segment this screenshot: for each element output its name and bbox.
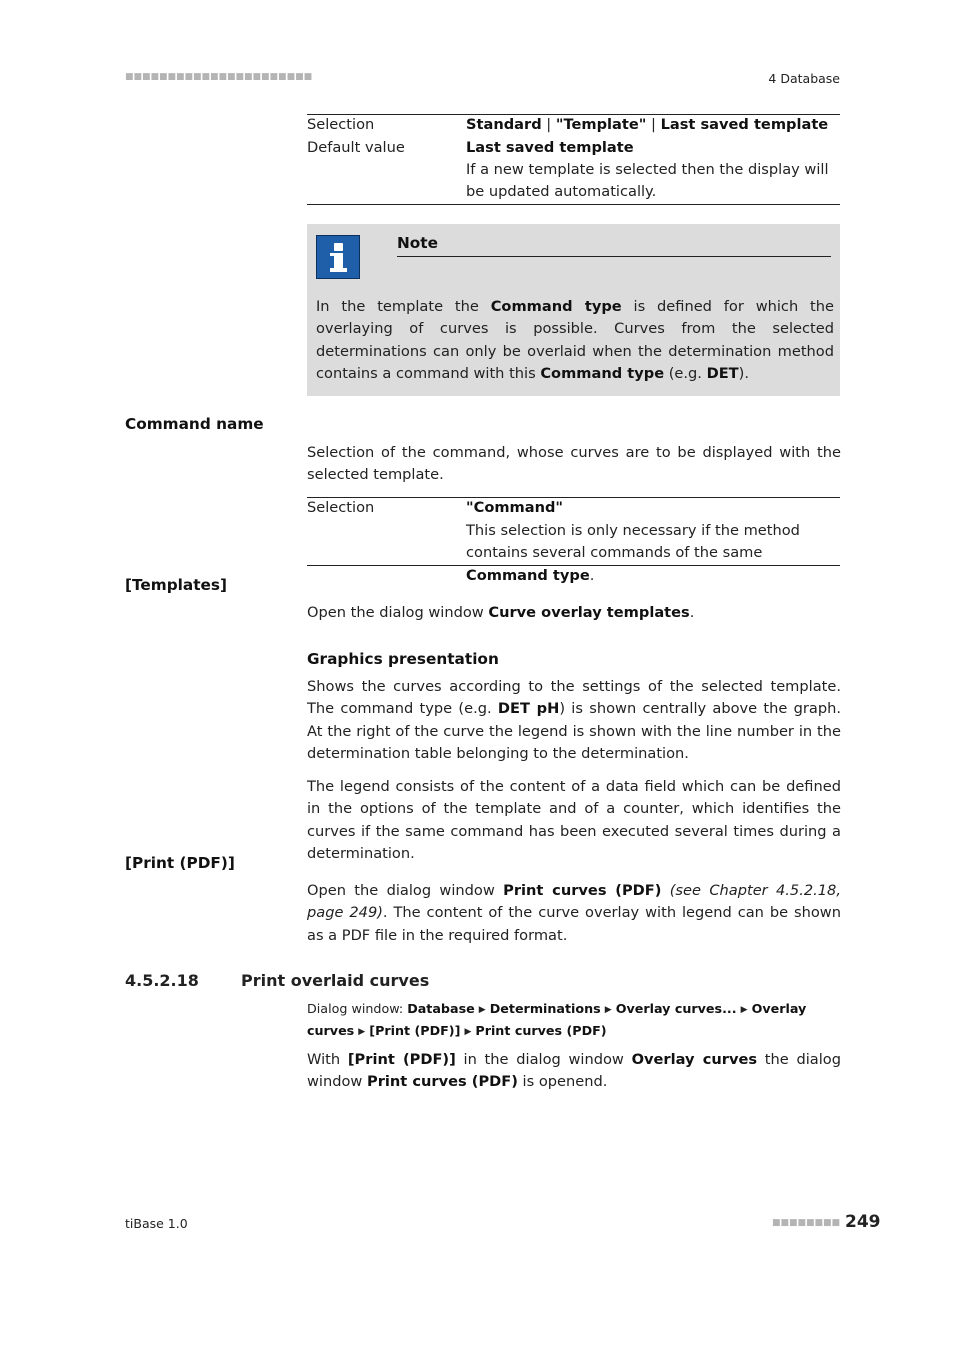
command-name-heading: Command name xyxy=(125,415,264,433)
table-value-default: Last saved template xyxy=(466,139,634,156)
templates-heading: [Templates] xyxy=(125,576,228,594)
section-paragraph: With [Print (PDF)] in the dialog window Overlay curves the dialog window Print curves (PDF) is openend. xyxy=(307,1051,841,1091)
table-label-selection: Selection xyxy=(307,116,375,133)
dialog-path: Dialog window: Database ▶ Determinations ▶ Overlay curves... ▶ Overlay curves ▶ [Print (PDF)] ▶ Print curves (PDF) xyxy=(307,1001,807,1038)
graphics-heading: Graphics presentation xyxy=(307,650,499,668)
footer-decoration: ■■■■■■■■ xyxy=(772,1218,841,1228)
command-name-description: Selection of the command, whose curves are to be displayed with the selected template. xyxy=(307,444,841,484)
table-value-selection: Standard | "Template" | Last saved template xyxy=(466,116,829,133)
command-table-value: "Command" xyxy=(466,499,564,516)
note-text: In the template the Command type is defined for which the overlaying of curves is possible. Curves from the selected determinations can only be overlaid when the determination method contains a command with this Command type (e.g. DET). xyxy=(316,298,835,383)
option-template: "Template" xyxy=(555,116,647,133)
table-bottom-rule xyxy=(307,204,840,205)
arrow-right-icon: ▶ xyxy=(464,1027,472,1037)
command-table-top-rule xyxy=(307,497,840,498)
table-default-description: If a new template is selected then the display will be updated automatically. xyxy=(466,161,829,201)
note-title-rule xyxy=(397,256,831,257)
arrow-right-icon: ▶ xyxy=(358,1027,366,1037)
section-title: Print overlaid curves xyxy=(241,971,430,990)
option-standard: Standard xyxy=(466,116,542,133)
arrow-right-icon: ▶ xyxy=(740,1005,748,1015)
print-pdf-description: Open the dialog window Print curves (PDF) (see Chapter 4.5.2.18, page 249). The content of the curve overlay with legend can be shown as a PDF file in the required format. xyxy=(307,882,841,944)
arrow-right-icon: ▶ xyxy=(604,1005,612,1015)
option-last-saved: Last saved template xyxy=(660,116,829,133)
chapter-reference-link[interactable]: (see Chapter 4.5.2.18, page 249) xyxy=(307,882,841,922)
footer-product: tiBase 1.0 xyxy=(125,1216,188,1231)
arrow-right-icon: ▶ xyxy=(478,1005,486,1015)
command-table-bottom-rule xyxy=(307,565,840,566)
graphics-paragraph-2: The legend consists of the content of a data field which can be defined in the options of the template and of a counter, which identifies the curves if the same command has been executed several times during a determination. xyxy=(307,778,841,863)
header-decoration: ■■■■■■■■■■■■■■■■■■■■■■ xyxy=(125,72,313,82)
table-label-default: Default value xyxy=(307,139,405,156)
graphics-paragraph-1: Shows the curves according to the settings of the selected template. The command type (e.g. DET pH) is shown centrally above the graph. At the right of the curve the legend is shown with the line number in the determination table belonging to the determination. xyxy=(307,678,842,763)
info-icon xyxy=(316,235,360,279)
section-number: 4.5.2.18 xyxy=(125,971,199,990)
page-number: 249 xyxy=(845,1212,881,1232)
note-box xyxy=(307,224,840,396)
note-title: Note xyxy=(397,234,438,252)
print-pdf-heading: [Print (PDF)] xyxy=(125,854,235,872)
command-table-label: Selection xyxy=(307,499,375,516)
templates-description: Open the dialog window Curve overlay templates. xyxy=(307,604,695,621)
header-chapter: 4 Database xyxy=(768,71,840,86)
command-table-description: This selection is only necessary if the method contains several commands of the same Command type. xyxy=(466,522,800,584)
